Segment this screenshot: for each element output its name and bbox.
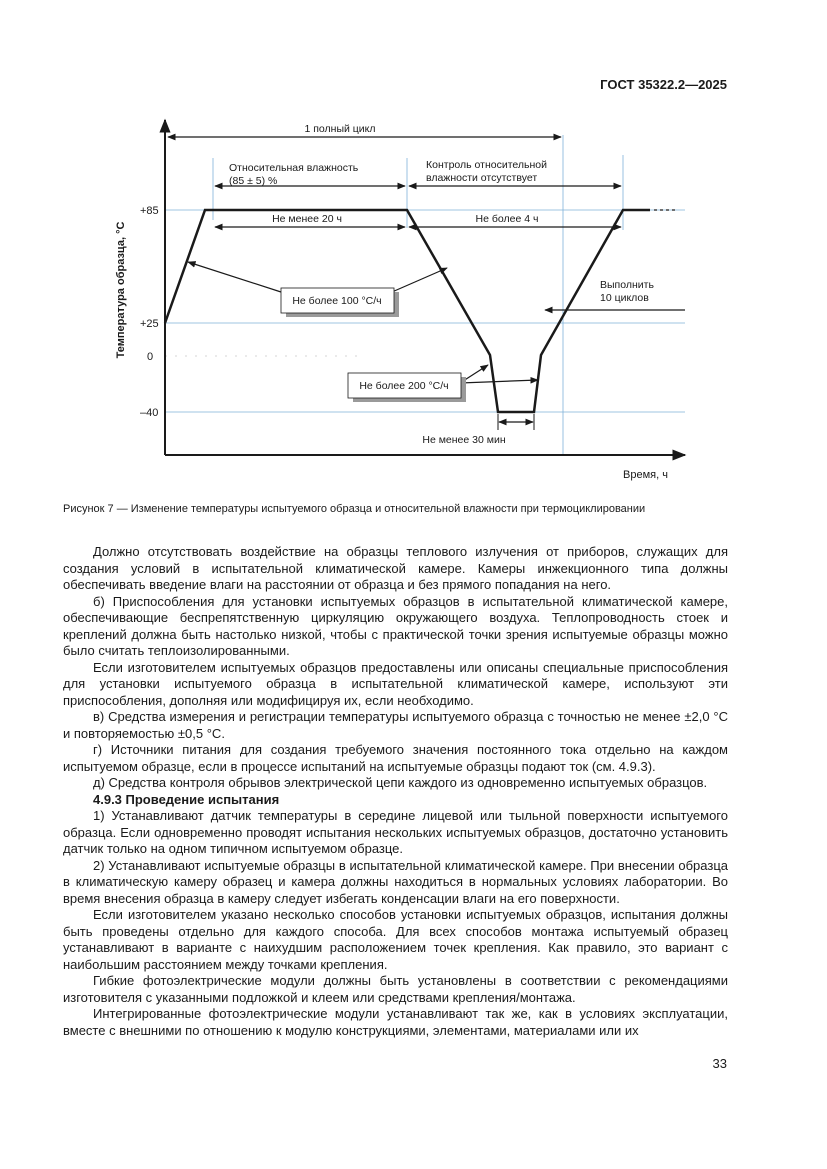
body-text [63, 544, 728, 1039]
page-number: 33 [712, 1056, 727, 1071]
label-max4: Не более 4 ч [475, 213, 539, 225]
label-repeat-1: Выполнить [600, 279, 654, 291]
y-axis-label: Температура образца, °С [115, 221, 127, 359]
rate200-leader-2 [460, 380, 538, 383]
tick-label-85: +85 [140, 205, 159, 217]
tick-label-0: 0 [147, 351, 154, 363]
figure-caption: Рисунок 7 — Изменение температуры испытуемого образца и относительной влажности при термоциклировании [63, 503, 646, 515]
label-rh-1: Относительная влажность [229, 162, 359, 174]
paragraph: в) Средства измерения и регистрации температуры испытуемого образца с точностью не менее ±2,0 °С и повторяемостью ±0,5 °С. [63, 709, 728, 741]
label-rate200: Не более 200 °С/ч [359, 380, 449, 392]
paragraph: Интегрированные фотоэлектрические модули устанавливают так же, как в условиях эксплуатации, вместе с внешними по отношению к модулю конструкциями, элементами, материалами или их [63, 1006, 728, 1038]
paragraph: 1) Устанавливают датчик температуры в середине лицевой или тыльной поверхности испытуемого образца. Если одновременно проводят испытания нескольких испытуемых образцов, достаточно установить датчик только на одном типичном испытуемом образце. [63, 808, 728, 856]
paragraph: Гибкие фотоэлектрические модули должны быть установлены в соответствии с рекомендациями изготовителя с указанными подложкой и клеем или средствами крепления/монтажа. [63, 973, 728, 1005]
x-axis-label: Время, ч [623, 469, 668, 481]
paragraph: г) Источники питания для создания требуемого значения постоянного тока отдельно на каждом испытуемом образце, если в процессе испытаний на испытуемые образцы подают ток (см. 4.9.3). [63, 742, 728, 774]
rate100-leader [188, 262, 281, 292]
paragraph: 2) Устанавливают испытуемые образцы в испытательной климатической камере. При внесении образца в климатическую камеру образец и камера должны находиться в нормальных условиях лаборатории. Во время внесения образца в камеру следует избегать конденсации влаги на его поверхности. [63, 857, 728, 906]
label-repeat-2: 10 циклов [600, 292, 649, 304]
label-rh-2: (85 ± 5) % [229, 175, 278, 187]
label-min30: Не менее 30 мин [422, 434, 506, 446]
label-rate100: Не более 100 °С/ч [292, 295, 382, 307]
tick-label-25: +25 [140, 318, 159, 330]
label-min20: Не менее 20 ч [272, 213, 342, 225]
tick-label-minus40: –40 [140, 407, 159, 419]
label-no-rh-2: влажности отсутствует [426, 172, 538, 184]
paragraph: Если изготовителем испытуемых образцов предоставлены или описаны специальные приспособления для установки испытуемого образца в испытательной климатической камере, используют эти приспособления, дополняя или модифицируя их, если необходимо. [63, 659, 728, 708]
label-full-cycle: 1 полный цикл [304, 123, 376, 135]
section-heading: 4.9.3 Проведение испытания [93, 791, 280, 807]
label-no-rh-1: Контроль относительной [426, 159, 547, 171]
document-number: ГОСТ 35322.2—2025 [600, 77, 727, 92]
thermal-cycling-chart [0, 0, 827, 500]
rate100-leader-2 [392, 268, 447, 292]
paragraph: Если изготовителем указано несколько способов установки испытуемых образцов, испытания должны быть проведены отдельно для каждого способа. Для всех способов монтажа испытуемый образец устанавливают в варианте с наихудшим расположением точек крепления. Как правило, это вариант с наибольшим расстоянием между точками крепления. [63, 907, 728, 972]
paragraph: б) Приспособления для установки испытуемых образцов в испытательной климатической камере, обеспечивающие беспрепятственную циркуляцию окружающего воздуха. Теплопроводность стоек и креплений должна быть настолько низкой, чтобы с практической точки зрения испытуемые образцы можно было считать теплоизолированными. [63, 593, 728, 658]
paragraph: Должно отсутствовать воздействие на образцы теплового излучения от приборов, служащих для создания условий в испытательной климатической камере. Камеры инжекционного типа должны обеспечивать введение влаги на расстоянии от образца и без прямого попадания на него. [63, 544, 728, 592]
paragraph: д) Средства контроля обрывов электрической цепи каждого из одновременно испытуемых образцов. [93, 775, 708, 790]
